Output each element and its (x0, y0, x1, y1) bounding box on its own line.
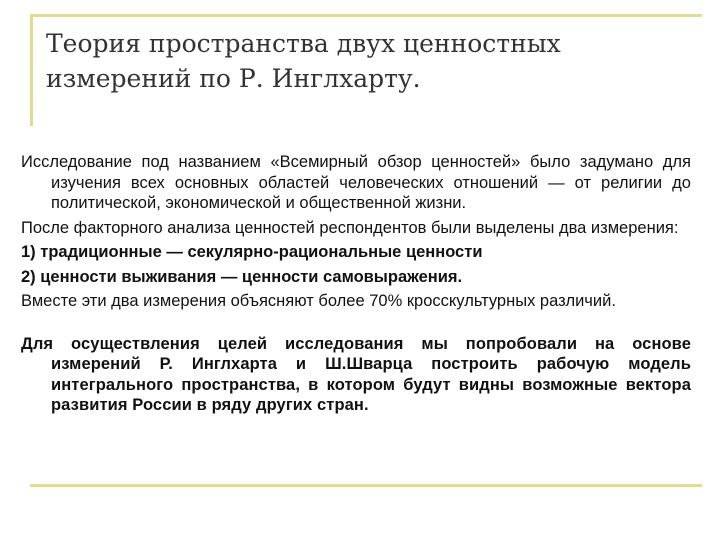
slide-title: Теория пространства двух ценностных измерений по Р. Инглхарту. (46, 29, 561, 93)
slide-body (21, 152, 691, 420)
left-rule (30, 14, 33, 126)
bottom-rule (30, 484, 702, 487)
dimension-2: 2) ценности выживания — ценности самовыражения. (21, 267, 463, 286)
paragraph-survey: Исследование под названием «Всемирный обзор ценностей» было задумано для изучения всех основных областей человеческих отношений — от религии до политической, экономической и общественной жизни. (21, 153, 691, 212)
paragraph-conclusion: Для осуществления целей исследования мы попробовали на основе измерений Р. Инглхарта и Ш.Шварца построить рабочую модель интегрального пространства, в котором будут видны возможные вектора развития России в ряду других стран. (21, 334, 691, 414)
paragraph-factor-analysis: После факторного анализа ценностей респондентов были выделены два измерения: (21, 218, 679, 237)
paragraph-variance: Вместе эти два измерения объясняют более 70% кросскультурных различий. (21, 292, 616, 310)
top-rule (30, 14, 702, 17)
dimension-1: 1) традиционные — секулярно-рациональные ценности (21, 243, 483, 261)
